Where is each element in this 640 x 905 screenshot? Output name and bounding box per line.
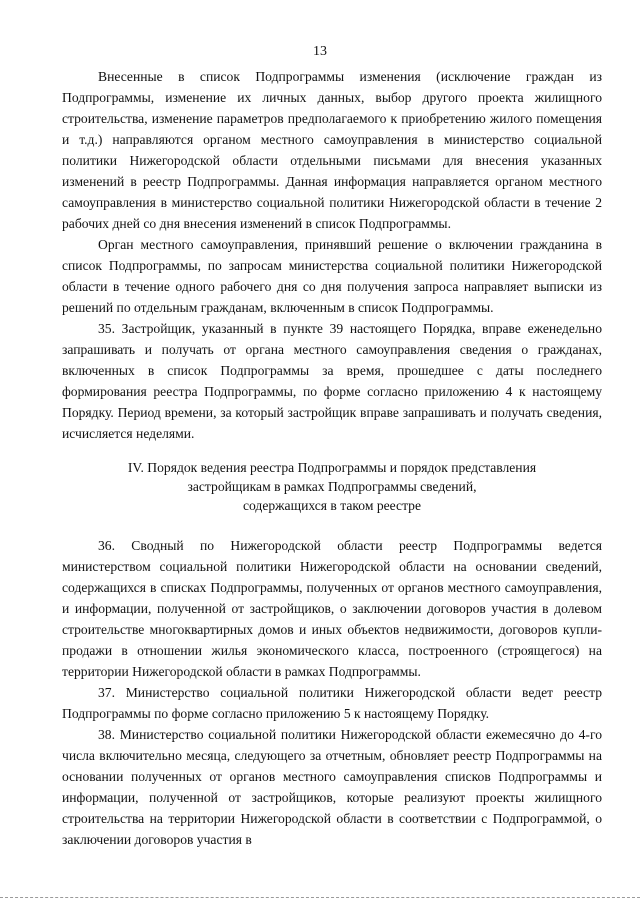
- page-number: 13: [313, 44, 327, 59]
- paragraph: 37. Министерство социальной политики Нижегородской области ведет реестр Подпрограммы по форме согласно приложению 5 к настоящему Порядку.: [62, 685, 602, 721]
- page-bottom-rule: [0, 897, 640, 898]
- section-heading-line: содержащихся в таком реестре: [242, 498, 422, 513]
- paragraph: Орган местного самоуправления, принявший решение о включении гражданина в список Подпрограммы, по запросам министерства социальной политики Нижегородской области в течение одного рабочего дня со дня получения запроса направляет выписки из решений по отдельным гражданам, включенным в список Подпрограммы.: [62, 237, 602, 315]
- paragraph: 38. Министерство социальной политики Нижегородской области ежемесячно до 4-го числа включительно месяца, следующего за отчетным, обновляет реестр Подпрограммы на основании полученных от органов местного самоуправления списков Подпрограммы и информации, полученной от застройщиков, которые реализуют проекты жилищного строительства на территории Нижегородской области в соответствии с Подпрограммой, о заключении договоров участия в: [62, 727, 602, 847]
- paragraph: Внесенные в список Подпрограммы изменения (исключение граждан из Подпрограммы, изменение их личных данных, выбор другого проекта жилищного строительства, изменение параметров предполагаемого к приобретению жилого помещения и т.д.) направляются органом местного самоуправления в министерство социальной политики Нижегородской области отдельными письмами для внесения указанных изменений в реестр Подпрограммы. Данная информация направляется органом местного самоуправления в министерство социальной политики Нижегородской области в течение 2 рабочих дней со дня внесения изменений в список Подпрограммы.: [62, 69, 602, 231]
- section-heading-line: застройщикам в рамках Подпрограммы сведений,: [187, 479, 477, 494]
- paragraph: 35. Застройщик, указанный в пункте 39 настоящего Порядка, вправе еженедельно запрашивать и получать от органа местного самоуправления сведения о гражданах, включенных в список Подпрограммы за время, прошедшее с даты последнего формирования реестра Подпрограммы, по форме согласно приложению 4 к настоящему Порядку. Период времени, за который застройщик вправе запрашивать и получать сведения, исчисляется неделями.: [62, 321, 602, 441]
- document-body: [62, 66, 602, 850]
- section-heading-line: IV. Порядок ведения реестра Подпрограммы и порядок представления: [127, 460, 537, 475]
- section-heading: [62, 458, 602, 515]
- paragraph: 36. Сводный по Нижегородской области реестр Подпрограммы ведется министерством социальной политики Нижегородской области на основании сведений, содержащихся в списках Подпрограммы, полученных от органов местного самоуправления, и информации, полученной от застройщиков, о заключении договоров участия в долевом строительстве многоквартирных домов и иных объектов недвижимости, договоров купли-продажи в отношении жилья экономического класса, построенного (строящегося) на территории Нижегородской области в рамках Подпрограммы.: [62, 538, 602, 679]
